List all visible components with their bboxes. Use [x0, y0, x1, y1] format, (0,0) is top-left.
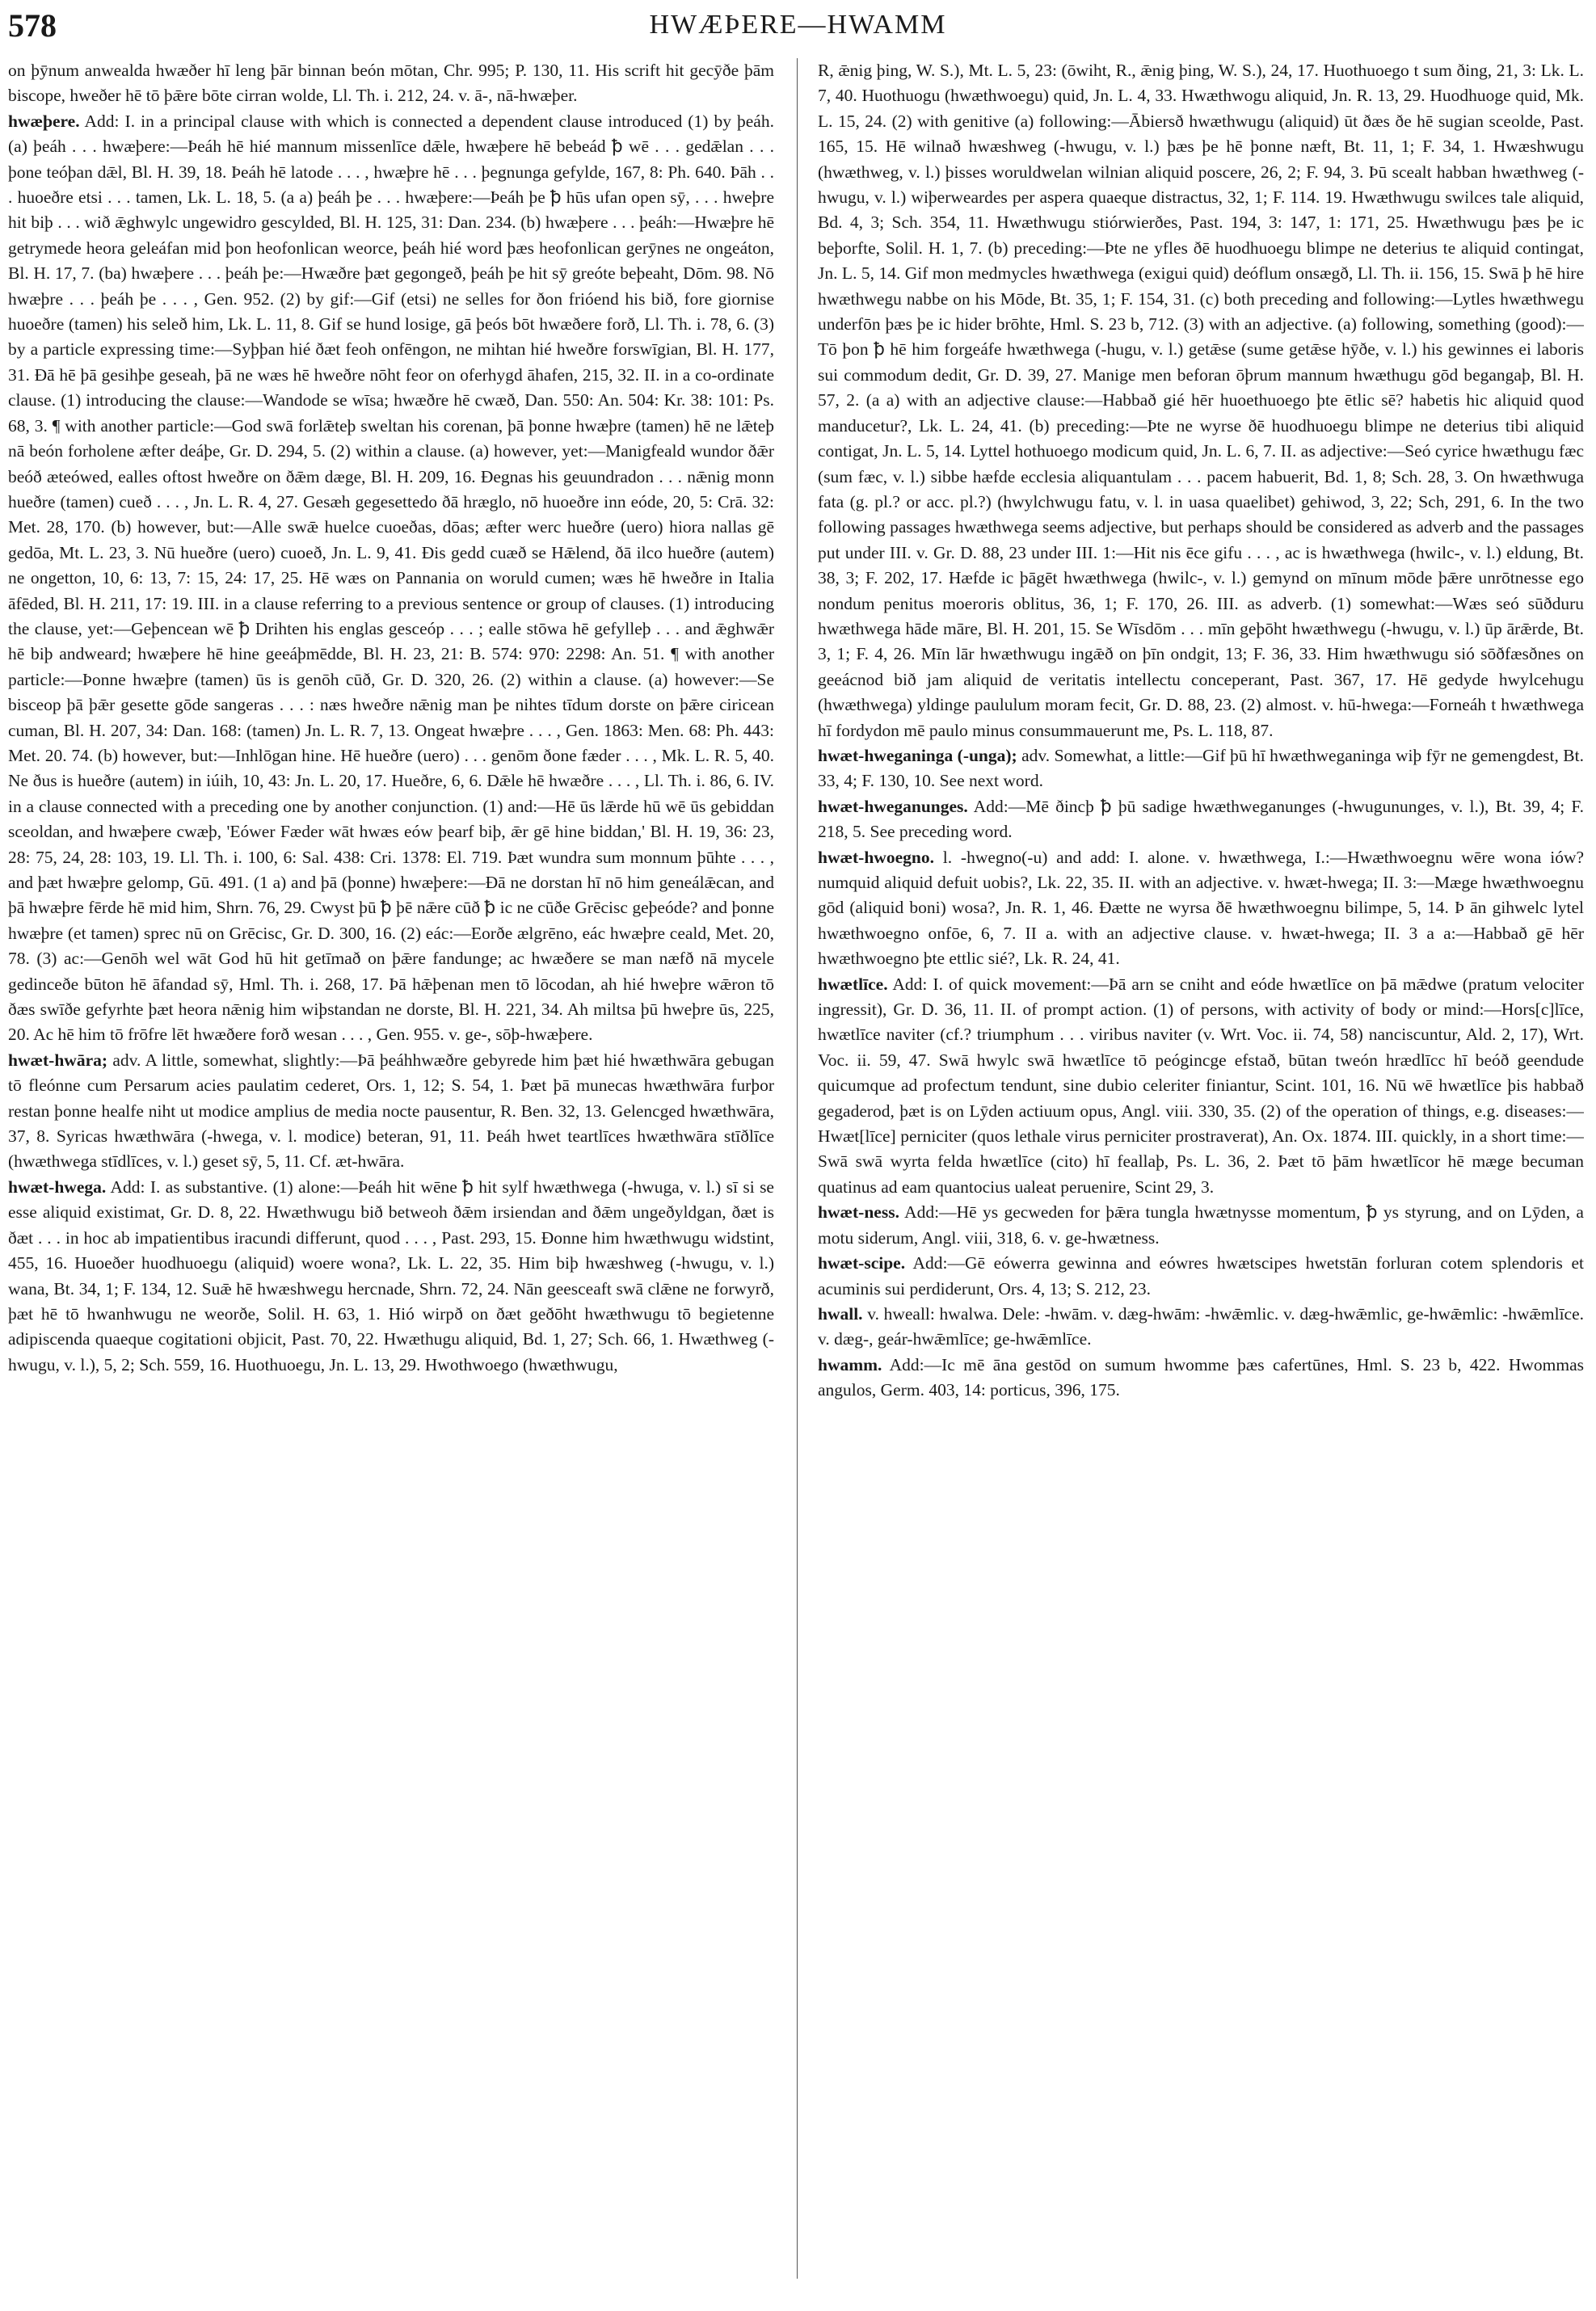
dictionary-entry [818, 972, 1584, 1201]
column-divider [797, 58, 798, 2279]
running-head: HWÆÞERE—HWAMM [649, 10, 947, 40]
headword: hwall. [818, 1303, 863, 1324]
entry-body: l. -hwegno(-u) and add: I. alone. v. hwæthwega, I.:—Hwæthwoegnu wēre wona iów? numquid aliquid defuit uobis?, Lk. 22, 35. II. with an adjective. v. hwæt-hwega; II. 3:—Mæge hwæthwoegnu gōd (aliquid boni) wosa?, Jn. R. 1, 46. Ðætte ne wyrsa ðē hwæthwoegnu bilimpe, 5, 14. Þ ān gihwelc lytel hwæthwoegno onfōe, 6, 7. II a. with an adjective clause. v. hwæt-hwega; II. 3 a a:—Habbað gē hēr hwæthwoegno þte ettlic sié?, Lk. R. 24, 41. [818, 847, 1584, 969]
headword: hwæþere. [8, 111, 80, 131]
headword: hwamm. [818, 1354, 882, 1374]
dictionary-entry [818, 1200, 1584, 1251]
entry-body: adv. Somewhat, a little:—Gif þū hī hwæthweganinga wiþ fȳr ne gemengdest, Bt. 33, 4; F. 130, 10. See next word. [818, 745, 1584, 791]
page-number: 578 [8, 7, 57, 44]
headword: hwæt-hweganinga (-unga); [818, 745, 1017, 765]
entry-body: Add: I. of quick movement:—Þā arn se cniht and eóde hwætlīce on þā mǣdwe (pratum velociter ingressit), Gr. D. 36, 11. II. of prompt action. (1) of persons, with activity of body or mind:—Hors[c]līce, hwætlīce naviter (cf.? triumphum . . . viribus naviter (v. Wrt. Voc. ii. 74, 58) nanciscuntur, Ald. 2, 17), Wrt. Voc. ii. 59, 47. Swā hwylc swā hwætlīce tō peógincge efstað, būtan tweón hrædlīcc hī beóð geendude quicumque ad profectum tendunt, sine dubio celeriter finiantur, Scint. 101, 16. Nū wē hwætlīce þis habbað gegaderod, þæt is on Lȳden actiuum opus, Angl. viii. 330, 35. (2) of the operation of things, e.g. diseases:—Hwæt[līce] perniciter (quos lethale virus perniciter prostraverat), An. Ox. 1874. III. quickly, in a short time:—Swā swā wyrta felda hwætlīce (cito) hī feallaþ, Ps. L. 36, 2. Þæt tō þām hwætlīcor hē mæge becuman quatinus ad eam quantocius ualeat peruenire, Scint 29, 3. [818, 974, 1584, 1197]
entry-body: Add: I. as substantive. (1) alone:—Þeáh hit wēne ꝥ hit sylf hwæthwega (-hwuga, v. l.) sī si se esse aliquid existimat, Gr. D. 8, 22. Hwæthwugu bið betweoh ðǣm irsiendan and ðǣm ungeðyldgan, ðæt is ðæt . . . in hoc ab impatientibus iracundi differunt, quod . . . , Past. 293, 15. Ðonne him hwæthwugu widstint, 455, 16. Huoeðer huodhuoegu (aliquid) woere wona?, Lk. L. 22, 35. Him biþ hwæshweg (-hwugu, v. l.) wana, Bt. 34, 1; F. 134, 12. Suǣ hē hwæshwegu hercnade, Shrn. 72, 24. Nān geesceaft swā clǣne ne forwyrð, þæt hē tō hwanhwugu ne weorðe, Solil. H. 63, 1. Hió wirpð on ðæt geðōht hwæthwugu tō begietenne adipiscenda quaeque cogitationi objicit, Past. 70, 22. Hwæthugu aliquid, Bd. 1, 27; Sch. 66, 1. Hwæthweg (-hwugu, v. l.), 5, 2; Sch. 559, 16. Huothuoegu, Jn. L. 13, 29. Hwothwoego (hwæthwugu, [8, 1177, 774, 1374]
entry-continuation: on þȳnum anwealda hwæðer hī leng þār binnan beón mōtan, Chr. 995; P. 130, 11. His scrift hit gecȳðe þām biscope, hweðer hē tō þǣre bōte cirran wolde, Ll. Th. i. 212, 24. v. ā-, nā-hwæþer. [8, 61, 774, 106]
entry-body: Add:—Gē eówerra gewinna and eówres hwætscipes hwetstān forluran cotem splendoris et acuminis sui perdiderunt, Ors. 4, 13; S. 212, 23. [818, 1253, 1584, 1299]
headword: hwæt-scipe. [818, 1253, 906, 1273]
headword: hwæt-hwega. [8, 1177, 107, 1197]
entry-body: Add:—Ic mē āna gestōd on sumum hwomme þæs cafertūnes, Hml. S. 23 b, 422. Hwommas angulos, Germ. 403, 14: porticus, 396, 175. [818, 1354, 1584, 1400]
dictionary-entry [818, 1251, 1584, 1302]
entry-body: Add:—Hē ys gecweden for þǣra tungla hwætnysse momentum, ꝥ ys styrung, and on Lȳden, a motu siderum, Angl. viii, 318, 6. v. ge-hwætness. [818, 1202, 1584, 1248]
page-header [8, 6, 1588, 47]
entry-body: Add: I. in a principal clause with which is connected a dependent clause introduced (1) by þeáh. (a) þeáh . . . hwæþere:—Þeáh hē hié mannum missenlīce dǣle, hwæþere hē bebeád ꝥ wē . . . gedǣlan . . . þone teóþan dǣl, Bl. H. 39, 18. Þeáh hē latode . . . , hwæþre hē . . . þegnunga gefylde, 167, 8: Ph. 640. Þāh . . . huoeðre etsi . . . tamen, Lk. L. 18, 5. (a a) þeáh þe . . . hwæþere:—Þeáh þe ꝥ hūs ufan open sȳ, . . . hweþre hit biþ . . . wið ǣghwylc ungewidro gescylded, Bl. H. 125, 31: Dan. 234. (b) hwæþere . . . þeáh:—Hwæþre hē getrymede heora geleáfan mid þon heofonlican weorce, þeáh hié word þæs heofonlican gerȳnes ne ongeáton, Bl. H. 17, 7. (ba) hwæþere . . . þeáh þe:—Hwæðre þæt gegongeð, þeáh þe hit sȳ greóte beþeaht, Dōm. 98. Nō hwæþre . . . þeáh þe . . . , Gen. 952. (2) by gif:—Gif (etsi) ne selles for ðon frióend his bið, fore giornise huoeðre (tamen) his seleð him, Lk. L. 11, 8. Gif se hund losige, gā þeós bōt hwæðere forð, Ll. Th. i. 78, 6. (3) by a particle expressing time:—Syþþan hié ðæt feoh onfēngon, ne mihtan hié hweðre forswīgian, Bl. H. 177, 31. Ðā hē þā gesihþe geseah, þā ne wæs hē hweðre nōht feor on oferhygd āhafen, 215, 32. II. in a co-ordinate clause. (1) introducing the clause:—Wandode se wīsa; hwæðre hē cwæð, Dan. 550: An. 504: Kr. 38: 101: Ps. 68, 3. ¶ with another particle:—God swā forlǣteþ sweltan his corenan, þā þonne hwæþre (tamen) hē ne lǣteþ nā beón forholene æfter deáþe, Gr. D. 294, 5. (2) within a clause. (a) however, yet:—Manigfeald wundor ðǣr beóð æteówed, ealles oftost hweðre on ðǣm dæge, Bl. H. 209, 16. Ðegnas his geuundradon . . . nǣnig monn hueðre (tamen) cueð . . . , Jn. L. R. 4, 27. Gesæh gegesettedo ðā hræglo, nō huoeðre inn eóde, 20, 5: Crā. 32: Met. 28, 170. (b) however, but:—Alle swǣ huelce cuoeðas, dōas; æfter werc hueðre (uero) hiora nallas gē gedōa, Mt. L. 23, 3. Nū hueðre (uero) cuoeð, Jn. L. 9, 41. Ðis gedd cuæð se Hǣlend, ðā ilco hueðre (autem) ne ongetton, 10, 6: 13, 7: 15, 24: 17, 25. Hē wæs on Pannania on woruld cumen; wæs hē hweðre in Italia āfēded, Bl. H. 211, 17: 19. III. in a clause referring to a previous sentence or group of clauses. (1) introducing the clause, yet:—Geþencean wē ꝥ Drihten his englas gesceóp . . . ; ealle stōwa hē gefylleþ . . . and ǣghwǣr hē biþ andweard; hwæþere hē hine geeáþmēdde, Bl. H. 23, 21: B. 574: 970: 2298: An. 51. ¶ with another particle:—Þonne hwæþre (tamen) ūs is genōh cūð, Gr. D. 320, 26. (2) within a clause. (a) however:—Se bisceop þā þǣr gesette gōde sangeras . . . : næs hweðre nǣnig man þe nihtes tīdum dorste on þǣre ciricean cuman, Bl. H. 207, 34: Dan. 168: (tamen) Jn. L. R. 7, 13. Ongeat hwæþre . . . , Gen. 1863: Men. 68: Ph. 443: Met. 20. 74. (b) however, but:—Inhlōgan hine. Hē hueðre (uero) . . . genōm ðone fæder . . . , Mk. L. R. 5, 40. Ne ðus is hueðre (autem) in iúih, 10, 43: Jn. L. 20, 17. Hueðre, 6, 6. Dǣle hē hwæðre . . . , Ll. Th. i. 86, 6. IV. in a clause connected with a preceding one by another conjunction. (1) and:—Hē ūs lǣrde hū wē ūs gebiddan sceoldan, and hwæþere cwæþ, 'Eówer Fæder wāt hwæs eów þearf biþ, ǣr gē hine biddan,' Bl. H. 19, 36: 23, 28: 75, 24, 28: 103, 19. Ll. Th. i. 100, 6: Sal. 438: Cri. 1378: El. 719. Þæt wundra sum monnum þūhte . . . , and þæt hwæþre gelomp, Gū. 491. (1 a) and þā (þonne) hwæþere:—Ðā ne dorstan hī nō him geneálǣcan, and þā hwæþre fērde hē mid him, Shrn. 76, 29. Cwyst þū ꝥ þē nǣre cūð ꝥ ic ne cūðe Grēcisc geþeóde? and þonne hwæþre (et tamen) sprec nū on Grēcisc, Gr. D. 300, 16. (2) eác:—Eorðe ælgrēno, eác hwæþre ceald, Met. 20, 78. (3) ac:—Genōh wel wāt God hū hit getīmað on þǣre fandunge; ac hwæðere se man næfð nā mycele gedinceðe būton hē āfandad sȳ, Hml. Th. i. 268, 17. Þā hǣþenan men tō lōcodan, ah hié hweþre wǣron tō ðæs swīðe gefyrhte þæt heora nǣnig him wiþstandan ne dorste, Bl. H. 221, 34. Ah miltsa þū hweþre ūs, 225, 20. Ac hē him tō frōfre lēt hwæðere forð wesan . . . , Gen. 955. v. ge-, sōþ-hwæþere. [8, 111, 774, 1045]
dictionary-entry [8, 1175, 774, 1378]
left-column [8, 58, 774, 2295]
dictionary-entry [8, 109, 774, 1048]
entry-body: Add:—Mē ðincþ ꝥ þū sadige hwæthweganunges (-hwugununges, v. l.), Bt. 39, 4; F. 218, 5. See preceding word. [818, 796, 1584, 842]
entry-body: v. hweall: hwalwa. Dele: -hwām. v. dæg-hwām: -hwǣmlic. v. dæg-hwǣmlic, ge-hwǣmlic: -hwǣmlīce. v. dæg-, geár-hwǣmlīce; ge-hwǣmlīce. [818, 1303, 1584, 1349]
entry-continuation: R, ǣnig þing, W. S.), Mt. L. 5, 23: (ōwiht, R., ǣnig þing, W. S.), 24, 17. Huothuoego t sum ðing, 21, 3: Lk. L. 7, 40. Huothuogu (hwæthwoegu) quid, Jn. L. 4, 33. Hwæthwogu aliquid, Jn. R. 13, 29. Huodhuoge quid, Mk. L. 15, 24. (2) with genitive (a) following:—Ābiersð hwæthwugu (aliquid) ūt ðæs ðe hē sugian sceolde, Past. 165, 15. Hē wilnað hwæshweg (-hwugu, v. l.) þæs þe hē þonne næft, Bt. 11, 1; F. 34, 1. Hwæshwugu (hwæthweg, v. l.) þisses woruldwelan wilnian aliquid poscere, 26, 2; F. 94, 3. Þū scealt habban hwæthweg (-hwugu, v. l.) wiþerweardes per aspera quaeque distractus, 32, 1; F. 114. 19. Hwæthwugu swilces tale aliquid, Bd. 4, 3; Sch. 354, 11. Hwæthwugu stiórwierðes, Past. 194, 3: 147, 1: 171, 25. Hwæthwugu þæs þe ic beþorfte, Solil. H. 1, 7. (b) preceding:—Þte ne yfles ðē huodhuoegu blimpe ne deterius te aliquid contingat, Jn. L. 5, 14. Gif mon medmycles hwæthwega (exigui quid) deóflum onsægð, Ll. Th. ii. 156, 15. Swā þ hē hire hwæthwegu nabbe on his Mōde, Bt. 35, 1; F. 154, 31. (c) both preceding and following:—Lytles hwæthwegu underfōn þæs þe ic hider brōhte, Hml. S. 23 b, 712. (3) with an adjective. (a) following, something (good):—Tō þon ꝥ hē him forgeáfe hwæthwega (-hugu, v. l.) getǣse (sume getǣse hȳðe, v. l.) his gewinnes ei laboris sui commodum dedit, Gr. D. 39, 27. Manige men beforan ōþrum mannum hwæthugu gōd begangaþ, Bl. H. 57, 2. (a a) with an adjective clause:—Habbað gié hēr huoethuoego þte ētlic sē? habetis hic aliquid quod manducetur?, Lk. L. 24, 41. (b) preceding:—Þte ne wyrse ðē huodhuoegu blimpe ne deterius tibi aliquid contigat, Jn. L. 5, 14. Lyttel hothuoego modicum quid, Jn. L. 6, 7. II. as adjective:—Seó cyrice hwæthugu fæc (sum fæc, v. l.) sibbe hæfde ecclesia aliquantulam . . . pacem habuerit, Bd. 1, 8; Sch. 28, 3. On hwæthwuga fata (g. pl.? or acc. pl.?) (hwylchwugu fatu, v. l. in uasa quaelibet) gehiwod, 3, 22; Sch, 291, 6. In the two following passages hwæthwega seems adjective, but perhaps should be considered as adverb and the passages put under III. v. Gr. D. 88, 23 under III. 1:—Hit nis ēce gifu . . . , ac is hwæthwega (hwilc-, v. l.) eldung, Bt. 38, 3; F. 202, 17. Hæfde ic þāgēt hwæthwega (hwilc-, v. l.) gemynd on mīnum mōde þǣre unrōtnesse ego nondum penitus moeroris oblitus, 36, 1; F. 170, 26. III. as adverb. (1) somewhat:—Wæs seó sūðduru hwæthwega hāde māre, Bl. H. 201, 15. Se Wīsdōm . . . mīn geþōht hwæthwegu (-hwugu, v. l.) ūp ārǣrde, Bt. 3, 1; F. 4, 26. Mīn lār hwæthwugu ingǣð on þīn ondgit, 13; F. 36, 33. Him hwæthwugu sió sōðfæsðnes on geeácnod bið jam aliquid de veritatis intellectu conceperant, Past. 367, 17. Hē gedyde hwylcehugu (hwæthwega) yldinge paululum moram fecit, Gr. D. 88, 23. (2) almost. v. hū-hwega:—Forneáh t hwæthwega hī fordydon mē paulo minus consummauerunt me, Ps. L. 118, 87. [818, 61, 1584, 740]
headword: hwæt-hweganunges. [818, 796, 968, 816]
headword: hwæt-hwoegno. [818, 847, 934, 867]
entry-body: adv. A little, somewhat, slightly:—Þā þeáhhwæðre gebyrede him þæt hié hwæthwāra gebugan tō fleónne cum Persarum acies paulatim cederet, Ors. 1, 12; S. 54, 1. Þæt þā munecas hwæthwāra furþor restan þonne healfe niht ut modice amplius de media nocte pausentur, R. Ben. 32, 13. Gelencged hwæthwāra, 37, 8. Syricas hwæthwāra (-hwega, v. l. modice) beteran, 91, 11. Þeáh hwet teartlīces hwæthwāra stīðlīce (hwæthwega stīdlīces, v. l.) geset sȳ, 5, 11. Cf. æt-hwāra. [8, 1050, 774, 1172]
headword: hwæt-ness. [818, 1202, 899, 1223]
dictionary-entry [818, 845, 1584, 972]
dictionary-entry [818, 794, 1584, 845]
headword: hwæt-hwāra; [8, 1050, 108, 1070]
dictionary-entry [8, 1048, 774, 1175]
right-column [818, 58, 1584, 2295]
headword: hwætlīce. [818, 974, 888, 994]
dictionary-entry [818, 1302, 1584, 1353]
dictionary-entry [818, 743, 1584, 794]
dictionary-entry [818, 1353, 1584, 1404]
